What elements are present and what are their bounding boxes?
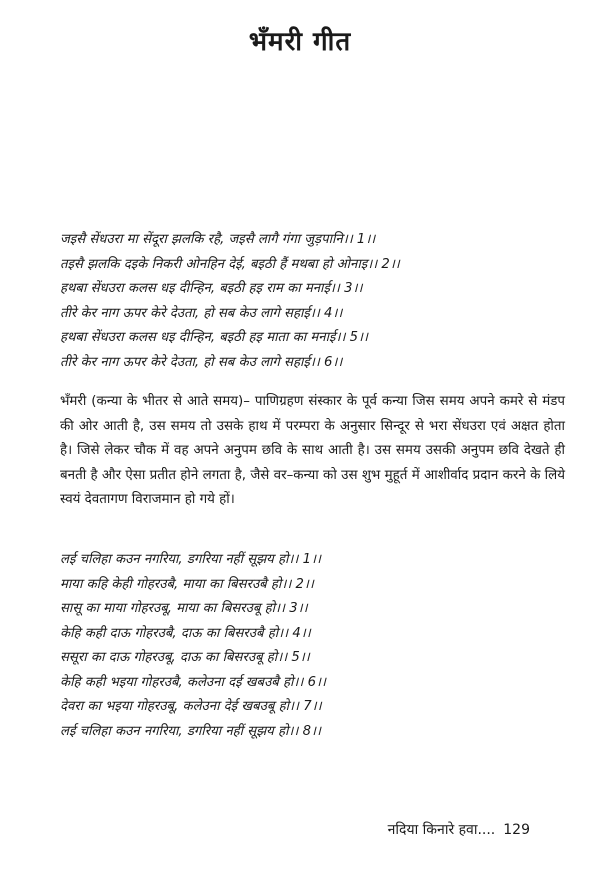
verse-line: तीरे केर नाग ऊपर केरे देउता, हो सब केउ लागे सहाई।। 4।। <box>60 305 343 321</box>
verse-line: तइसै झलकि दइके निकरी ओनहिन देई, बइठी हैं मथबा हो ओनाइ।। 2।। <box>60 256 400 272</box>
verse-block-2 <box>60 548 570 744</box>
verse-line: जइसै सेंधउरा मा सेंदूरा झलकि रहै, जइसै लागै गंगा जुड़पानि।। 1।। <box>60 232 376 247</box>
verse-line: ससूरा का दाऊ गोहरउबू, दाऊ का बिसरउबू हो।। 5।। <box>60 650 310 665</box>
verse-line: हथबा सेंधउरा कलस धइ दीन्हिन, बइठी हइ राम का मनाई।। 3।। <box>60 281 363 296</box>
verse-line: लई चलिहा कउन नगरिया, डगरिया नहीं सूझय हो।। 8।। <box>60 723 322 739</box>
verse-line: सासू का माया गोहरउबू, माया का बिसरउबू हो।। 3।। <box>60 601 308 616</box>
verse-line: देवरा का भइया गोहरउबू, कलेउना देई खबउबू हो।। 7।। <box>60 699 322 714</box>
page-footer <box>388 820 530 839</box>
verse-line: केहि कही दाऊ गोहरउबै, दाऊ का बिसरउबै हो।। 4।। <box>60 625 311 641</box>
page-number: 129 <box>503 822 530 838</box>
verse-line: माया कहि केही गोहरउबै, माया का बिसरउबै हो।। 2।। <box>60 576 314 592</box>
page-title: भँमरी गीत <box>248 27 352 57</box>
verse-line: हथबा सेंधउरा कलस धइ दीन्हिन, बइठी हइ माता का मनाई।। 5।। <box>60 330 369 345</box>
verse-line: लई चलिहा कउन नगरिया, डगरिया नहीं सूझय हो।। 1।। <box>60 552 322 567</box>
verse-line: तीरे केर नाग ऊपर केरे देउता, हो सब केउ लागे सहाई।। 6।। <box>60 354 343 370</box>
footer-book-title: नदिया किनारे हवा.... <box>387 822 496 838</box>
verse-block-1 <box>60 228 570 375</box>
description-paragraph: भँमरी (कन्या के भीतर से आते समय)– पाणिग्रहण संस्कार के पूर्व कन्या जिस समय अपने कमरे से मंडप की ओर आती है, उस समय तो उसके हाथ में परम्परा के अनुसार सिन्दूर से भरा सेंधउरा एवं अक्षत होता है। जिसे लेकर चौक में वह अपने अनुपम छवि के साथ आती है। उस समय उसकी अनुपम छवि देखते ही बनती है और ऐसा प्रतीत होने लगता है, जैसे वर–कन्या को उस शुभ मुहूर्त में आशीर्वाद प्रदान करने के लिये स्वयं देवतागण विराजमान हो गये हों। <box>60 394 565 507</box>
verse-line: केहि कही भइया गोहरउबै, कलेउना दई खबउबै हो।। 6।। <box>60 674 327 690</box>
